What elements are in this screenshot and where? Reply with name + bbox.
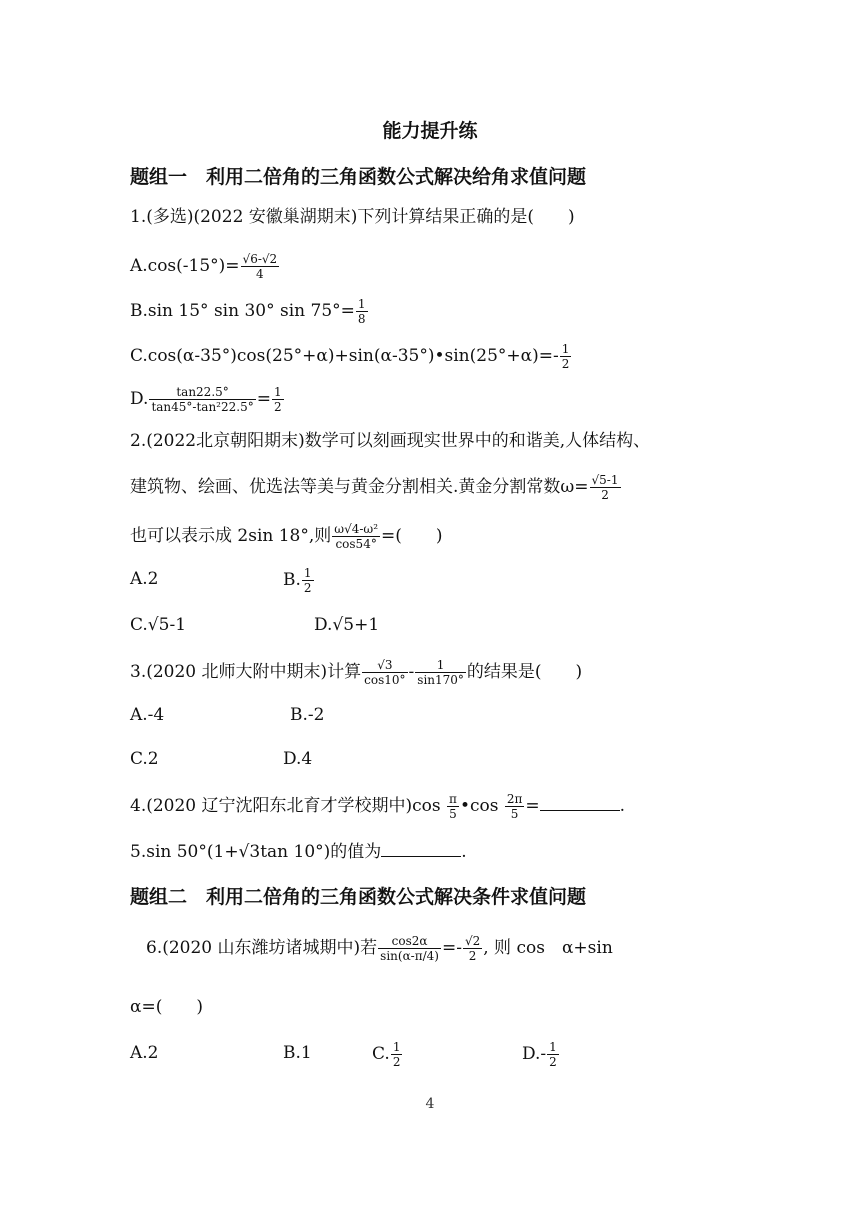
q4-answer-blank bbox=[540, 794, 620, 811]
q5-stem: 5.sin 50°(1+√3tan 10°)的值为 . bbox=[130, 842, 467, 862]
q2-option-a: A.2 bbox=[130, 569, 159, 589]
q5-answer-blank bbox=[381, 840, 461, 857]
q1-stem: 1.(多选)(2022 安徽巢湖期末)下列计算结果正确的是( ) bbox=[130, 207, 575, 227]
q3-option-a: A.-4 bbox=[130, 705, 165, 725]
q2-line3: 也可以表示成 2sin 18°,则 $\frac{\text{ω√4-ω²}}{\cos 54^\circ}$ =( ) bbox=[130, 522, 443, 551]
q3-option-c: C.2 bbox=[130, 749, 159, 769]
q1-option-c: C.cos(α-35°)cos(25°+α)+sin(α-35°)•sin(25°+α)=- $\frac{1}{2}$ bbox=[130, 342, 570, 371]
page-number: 4 bbox=[425, 1096, 435, 1112]
q6-line2: α=( ) bbox=[130, 997, 203, 1017]
q4-stem: 4.(2020 辽宁沈阳东北育才学校期中)cos $\frac{\pi}{5}$ •cos $\frac{2\pi}{5}$ = . bbox=[130, 792, 626, 821]
q3-stem: 3.(2020 北师大附中期末)计算 $\frac{√3}{\cos 10^\circ}$ - $\frac{1}{\sin 170^\circ}$ 的结果是( ) bbox=[130, 658, 583, 687]
q6-option-b: B.1 bbox=[283, 1043, 312, 1063]
q3-option-b: B.-2 bbox=[290, 705, 325, 725]
q1-option-a: A.cos(-15°)= $\frac{√6-√2}{4}$ bbox=[130, 252, 278, 281]
section-title: 能力提升练 bbox=[382, 120, 478, 142]
q2-option-b: B. $\frac{1}{2}$ bbox=[283, 566, 312, 595]
q3-option-d: D.4 bbox=[283, 749, 313, 769]
q1-option-d: D. $\frac{\tan 22.5^\circ}{\text{tan45°-tan²22.5°}}$ = $\frac{1}{2}$ bbox=[130, 385, 282, 414]
q2-option-c: C.√5-1 bbox=[130, 615, 187, 635]
q6-option-d: D.- $\frac{1}{2}$ bbox=[522, 1040, 557, 1069]
group1-heading: 题组一 利用二倍角的三角函数公式解决给角求值问题 bbox=[130, 166, 587, 188]
q2-line2: 建筑物、绘画、优选法等美与黄金分割相关.黄金分割常数ω= $\frac{√5-1}{2}$ bbox=[130, 473, 619, 502]
group2-heading: 题组二 利用二倍角的三角函数公式解决条件求值问题 bbox=[130, 886, 587, 908]
q1-option-b: B.sin 15° sin 30° sin 75°= $\frac{1}{8}$ bbox=[130, 297, 366, 326]
q6-option-a: A.2 bbox=[130, 1043, 159, 1063]
q2-option-d: D.√5+1 bbox=[314, 615, 380, 635]
q2-line1: 2.(2022北京朝阳期末)数学可以刻画现实世界中的和谐美,人体结构、 bbox=[130, 431, 651, 451]
q6-option-c: C. $\frac{1}{2}$ bbox=[372, 1040, 401, 1069]
q6-stem: 6.(2020 山东潍坊诸城期中)若 $\frac{\cos 2\alpha}{\sin(\alpha-\pi/4)}$ =- $\frac{√2}{2}$ , 则 cos α+sin bbox=[146, 934, 613, 963]
